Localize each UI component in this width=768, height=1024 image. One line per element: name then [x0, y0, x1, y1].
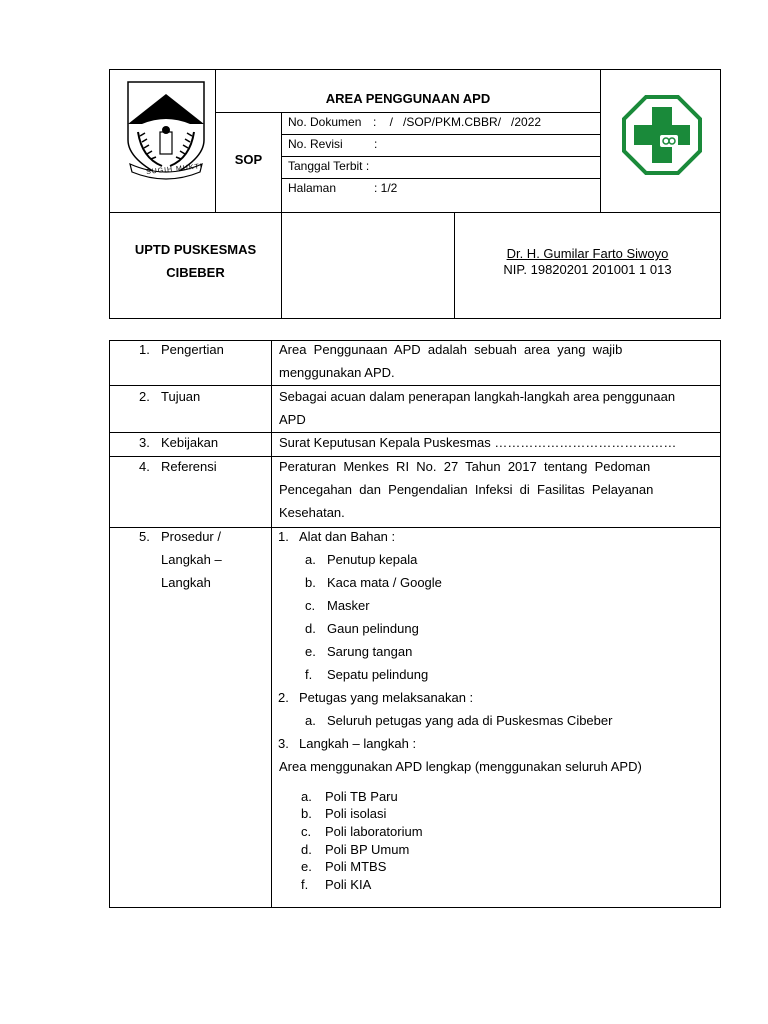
row-label-prosedur-1: Prosedur / — [161, 529, 221, 544]
list-item-marker: d. — [301, 842, 312, 857]
list-item-marker: b. — [305, 575, 316, 590]
row-label-prosedur-3: Langkah — [161, 575, 211, 590]
group3-title: Langkah – langkah : — [299, 736, 417, 751]
row-number: 1. — [139, 342, 150, 357]
row-number: 2. — [139, 389, 150, 404]
tujuan-text-1: Sebagai acuan dalam penerapan langkah-langkah area penggunaan — [279, 389, 676, 404]
list-item-marker: f. — [305, 667, 313, 682]
issue-date-label: Tanggal Terbit : — [288, 159, 370, 173]
list-item-marker: d. — [305, 621, 316, 636]
group3-intro: Area menggunakan APD lengkap (menggunakan seluruh APD) — [279, 759, 642, 774]
list-item: Kaca mata / Google — [327, 575, 442, 590]
row-label-prosedur-2: Langkah – — [161, 552, 222, 567]
list-item: Sepatu pelindung — [327, 667, 429, 682]
list-item-marker: c. — [305, 598, 316, 613]
referensi-text-2: Pencegahan dan Pengendalian Infeksi di Fasilitas Pelayanan — [279, 482, 654, 497]
list-item: Penutup kepala — [327, 552, 418, 567]
row-label-referensi: Referensi — [161, 459, 217, 474]
list-item: Poli laboratorium — [325, 824, 423, 839]
row-label-tujuan: Tujuan — [161, 389, 201, 404]
kebijakan-text: Surat Keputusan Kepala Puskesmas …………………………………… — [279, 435, 677, 450]
list-item-marker: a. — [301, 789, 312, 804]
doc-number-value: : / /SOP/PKM.CBBR/ /2022 — [373, 115, 542, 129]
puskesmas-cross-icon — [622, 95, 702, 175]
group1-number: 1. — [278, 529, 289, 544]
document-title: AREA PENGGUNAAN APD — [325, 91, 491, 106]
revision-label: No. Revisi — [288, 137, 343, 151]
referensi-text-1: Peraturan Menkes RI No. 27 Tahun 2017 tentang Pedoman — [279, 459, 651, 474]
list-item: Poli KIA — [325, 877, 372, 892]
row-label-pengertian: Pengertian — [161, 342, 224, 357]
institution-line1: UPTD PUSKESMAS — [134, 242, 257, 257]
list-item-marker: e. — [301, 859, 312, 874]
row-number: 3. — [139, 435, 150, 450]
list-item-marker: e. — [305, 644, 316, 659]
group2-number: 2. — [278, 690, 289, 705]
list-item: Poli isolasi — [325, 806, 387, 821]
pengertian-text-2: menggunakan APD. — [279, 365, 395, 380]
group3-number: 3. — [278, 736, 289, 751]
signer-name: Dr. H. Gumilar Farto Siwoyo — [506, 246, 669, 261]
doc-number-label: No. Dokumen — [288, 115, 362, 129]
list-item-marker: a. — [305, 552, 316, 567]
row-number: 4. — [139, 459, 150, 474]
list-item: Poli MTBS — [325, 859, 387, 874]
group2-title: Petugas yang melaksanakan : — [299, 690, 474, 705]
revision-value: : — [374, 137, 378, 151]
institution-line2: CIBEBER — [166, 265, 225, 280]
regency-logo — [124, 80, 208, 184]
list-item: Masker — [327, 598, 370, 613]
pengertian-text-1: Area Penggunaan APD adalah sebuah area yang wajib — [279, 342, 623, 357]
sop-label: SOP — [234, 152, 263, 167]
list-item-marker: b. — [301, 806, 312, 821]
signer-nip: NIP. 19820201 201001 1 013 — [503, 262, 672, 277]
group1-title: Alat dan Bahan : — [299, 529, 396, 544]
list-item-marker: c. — [301, 824, 312, 839]
row-label-kebijakan: Kebijakan — [161, 435, 219, 450]
list-item-marker: f. — [301, 877, 309, 892]
list-item: Gaun pelindung — [327, 621, 419, 636]
referensi-text-3: Kesehatan. — [279, 505, 345, 520]
list-item: Seluruh petugas yang ada di Puskesmas Cibeber — [327, 713, 613, 728]
list-item: Sarung tangan — [327, 644, 413, 659]
row-number: 5. — [139, 529, 150, 544]
tujuan-text-2: APD — [279, 412, 306, 427]
list-item: Poli TB Paru — [325, 789, 398, 804]
logo-motto: SUGIH MUKTI — [145, 163, 204, 176]
list-item-marker: a. — [305, 713, 316, 728]
page-value: : 1/2 — [374, 181, 398, 195]
page-label: Halaman — [288, 181, 337, 195]
puskesmas-logo — [622, 95, 702, 175]
list-item: Poli BP Umum — [325, 842, 410, 857]
